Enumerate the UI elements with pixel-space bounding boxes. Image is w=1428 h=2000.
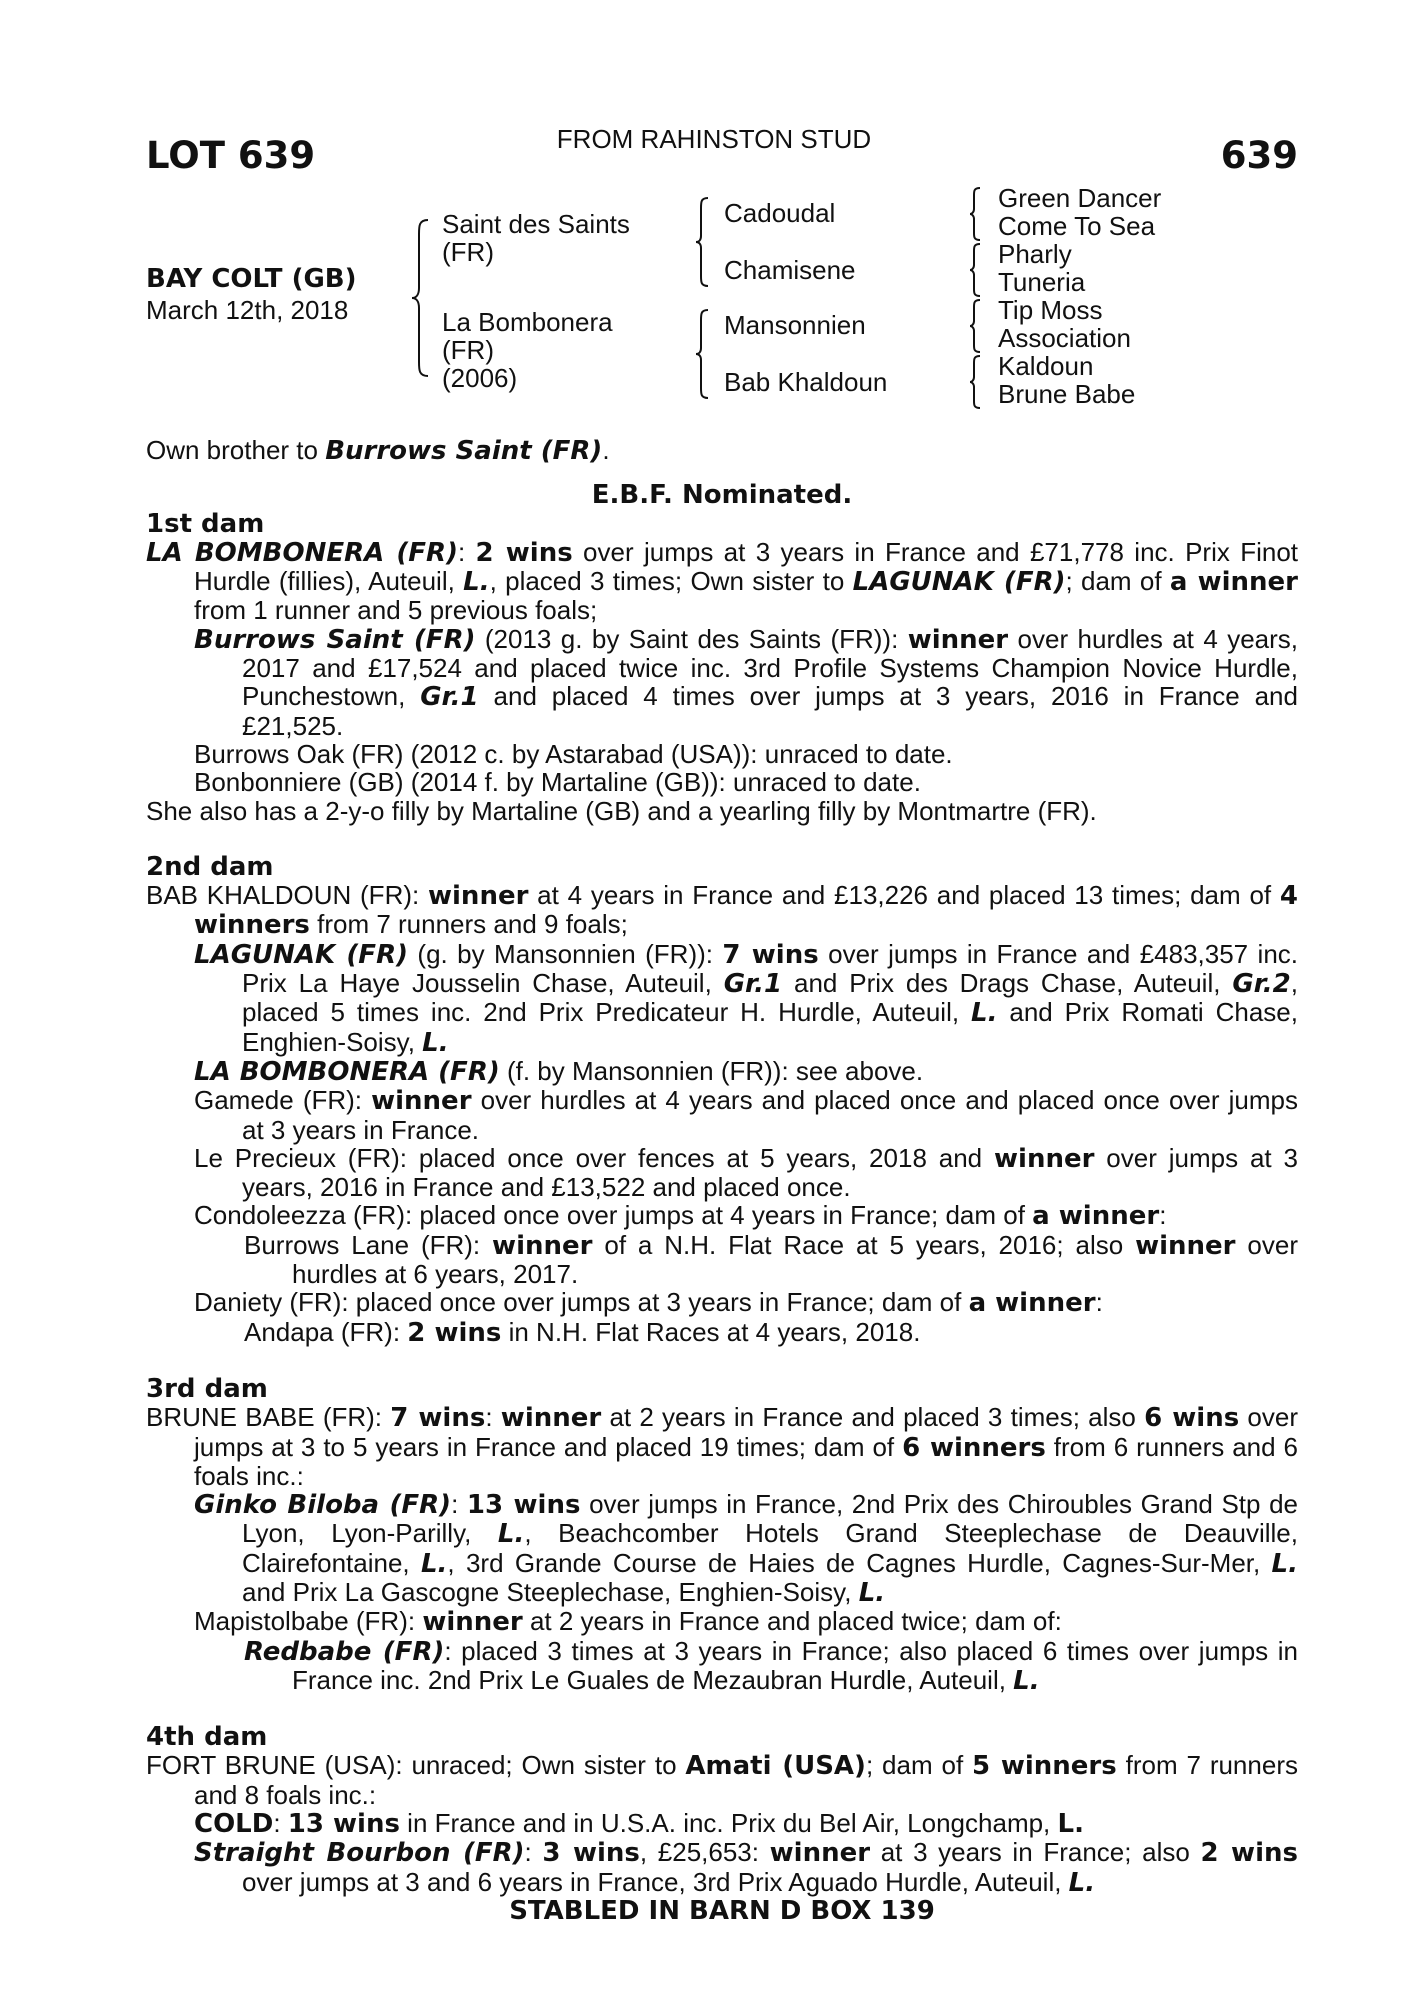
ebf-nominated: E.B.F. Nominated. (591, 480, 853, 511)
ggp-3: Pharly (998, 239, 1072, 269)
produce-gamede: Gamede (FR): winner over hurdles at 4 years and placed once and placed once over jumps at 3 years in France. (194, 1085, 1298, 1145)
first-dam-heading: 1st dam (146, 508, 265, 539)
pedigree-sire (442, 210, 630, 266)
pedigree-dam (442, 308, 613, 392)
lot-number: 639 (1220, 134, 1298, 177)
first-dam-entry: LA BOMBONERA (FR): 2 wins over jumps at 3 years in France and £71,778 inc. Prix Finot Hurdle (fillies), Auteuil, L., placed 3 times; Own sister to LAGUNAK (FR); dam of a winner from 1 runner and 5 previous foals; (146, 536, 1299, 626)
second-dam-heading: 2nd dam (146, 851, 274, 882)
ggp-5: Tip Moss (998, 295, 1103, 325)
pedigree-brace-ggp-4 (968, 354, 982, 410)
second-dam-entry: BAB KHALDOUN (FR): winner at 4 years in France and £13,226 and placed 13 times; dam of 4 winners from 7 runners and 9 foals; (146, 880, 1298, 941)
fourth-dam-entry: FORT BRUNE (USA): unraced; Own sister to Amati (USA); dam of 5 winners from 7 runners and 8 foals inc.: (146, 1750, 1298, 1810)
ggp-4: Tuneria (998, 267, 1086, 297)
pedigree-brace-sire (694, 196, 710, 288)
produce-burrows-oak: Burrows Oak (FR) (2012 c. by Astarabad (USA)): unraced to date. (194, 738, 953, 769)
pedigree-sire-name: Saint des Saints (442, 209, 630, 239)
pedigree-dam-country: (FR) (442, 335, 494, 365)
pedigree-brace-ggp-1 (968, 186, 982, 242)
pedigree-sire-country: (FR) (442, 237, 494, 267)
stabling-footer: STABLED IN BARN D BOX 139 (509, 1895, 935, 1926)
third-dam-entry: BRUNE BABE (FR): 7 wins: winner at 2 years in France and placed 3 times; also 6 wins over jumps at 3 to 5 years in France and placed 19 times; dam of 6 winners from 6 runners and 6 foals inc.: (146, 1402, 1298, 1491)
pedigree-dam-year: (2006) (442, 363, 518, 393)
fourth-dam-heading: 4th dam (146, 1722, 268, 1753)
pedigree-dam-dam: Bab Khaldoun (724, 367, 888, 397)
pedigree-brace-ggp-3 (968, 298, 982, 354)
produce-ginko-biloba: Ginko Biloba (FR): 13 wins over jumps in France, 2nd Prix des Chiroubles Grand Stp de Lyon, Lyon-Parilly, L., Beachcomber Hotels Grand Steeplechase de Deauville, Clairefontaine, L., 3rd Grande Course de Haies de Cagnes Hurdle, Cagnes-Sur-Mer, L. and Prix La Gascogne Steeplechase, Enghien-Soisy, L. (194, 1489, 1299, 1608)
produce-bonbonniere: Bonbonniere (GB) (2014 f. by Martaline (GB)): unraced to date. (194, 767, 921, 798)
produce-andapa: Andapa (FR): 2 wins in N.H. Flat Races at 4 years, 2018. (244, 1316, 921, 1348)
produce-daniety: Daniety (FR): placed once over jumps at 3 years in France; dam of a winner: (194, 1287, 1103, 1319)
produce-lagunak: LAGUNAK (FR) (g. by Mansonnien (FR)): 7 wins over jumps in France and £483,357 inc. Prix La Haye Jousselin Chase, Auteuil, Gr.1 and Prix des Drags Chase, Auteuil, Gr.2, placed 5 times inc. 2nd Prix Predicateur H. Hurdle, Auteuil, L. and Prix Romati Chase, Enghien-Soisy, L. (194, 938, 1299, 1058)
produce-burrows-saint: Burrows Saint (FR) (2013 g. by Saint des Saints (FR)): winner over hurdles at 4 years, 2017 and £17,524 and placed twice inc. 3rd Profile Systems Champion Novice Hurdle, Punchestown, Gr.1 and placed 4 times over jumps at 3 years, 2016 in France and £21,525. (194, 623, 1298, 741)
horse-description: BAY COLT (GB) (146, 264, 357, 294)
produce-cold: COLD: 13 wins in France and in U.S.A. inc. Prix du Bel Air, Longchamp, L. (194, 1808, 1084, 1840)
ggp-6: Association (998, 323, 1131, 353)
pedigree-sire-dam: Chamisene (724, 255, 856, 285)
pedigree-dam-name: La Bombonera (442, 307, 613, 337)
ggp-7: Kaldoun (998, 351, 1094, 381)
ggp-1: Green Dancer (998, 183, 1162, 213)
consignor: FROM RAHINSTON STUD (556, 124, 872, 154)
produce-condoleezza: Condoleezza (FR): placed once over jumps at 4 years in France; dam of a winner: (194, 1200, 1167, 1232)
produce-burrows-lane: Burrows Lane (FR): winner of a N.H. Flat Race at 5 years, 2016; also winner over hurdles at 6 years, 2017. (244, 1229, 1298, 1290)
pedigree-great-grandparents (998, 184, 1161, 408)
produce-straight-bourbon: Straight Bourbon (FR): 3 wins, £25,653: winner at 3 years in France; also 2 wins over jumps at 3 and 6 years in France, 3rd Prix Aguado Hurdle, Auteuil, L. (194, 1837, 1298, 1898)
own-brother-note: Own brother to Burrows Saint (FR). (146, 435, 610, 466)
produce-redbabe: Redbabe (FR): placed 3 times at 3 years in France; also placed 6 times over jumps in France inc. 2nd Prix Le Guales de Mezaubran Hurdle, Auteuil, L. (244, 1635, 1298, 1696)
third-dam-heading: 3rd dam (146, 1373, 268, 1404)
produce-la-bombonera: LA BOMBONERA (FR) (f. by Mansonnien (FR)): see above. (194, 1055, 924, 1087)
pedigree-sire-sire: Cadoudal (724, 198, 836, 228)
pedigree-brace-main (410, 218, 430, 378)
ggp-8: Brune Babe (998, 379, 1136, 409)
horse-foaled: March 12th, 2018 (146, 295, 349, 325)
lot-label: LOT 639 (146, 134, 316, 177)
catalogue-body (146, 436, 1298, 1925)
pedigree-brace-ggp-2 (968, 242, 982, 298)
pedigree-dam-sire: Mansonnien (724, 310, 866, 340)
pedigree-brace-dam (694, 308, 710, 400)
produce-mapistolbabe: Mapistolbabe (FR): winner at 2 years in France and placed twice; dam of: (194, 1606, 1062, 1638)
ggp-2: Come To Sea (998, 211, 1156, 241)
produce-also-has: She also has a 2-y-o filly by Martaline (GB) and a yearling filly by Montmartre (FR). (146, 795, 1097, 826)
produce-le-precieux: Le Precieux (FR): placed once over fences at 5 years, 2018 and winner over jumps at 3 years, 2016 in France and £13,522 and placed once. (194, 1142, 1298, 1203)
